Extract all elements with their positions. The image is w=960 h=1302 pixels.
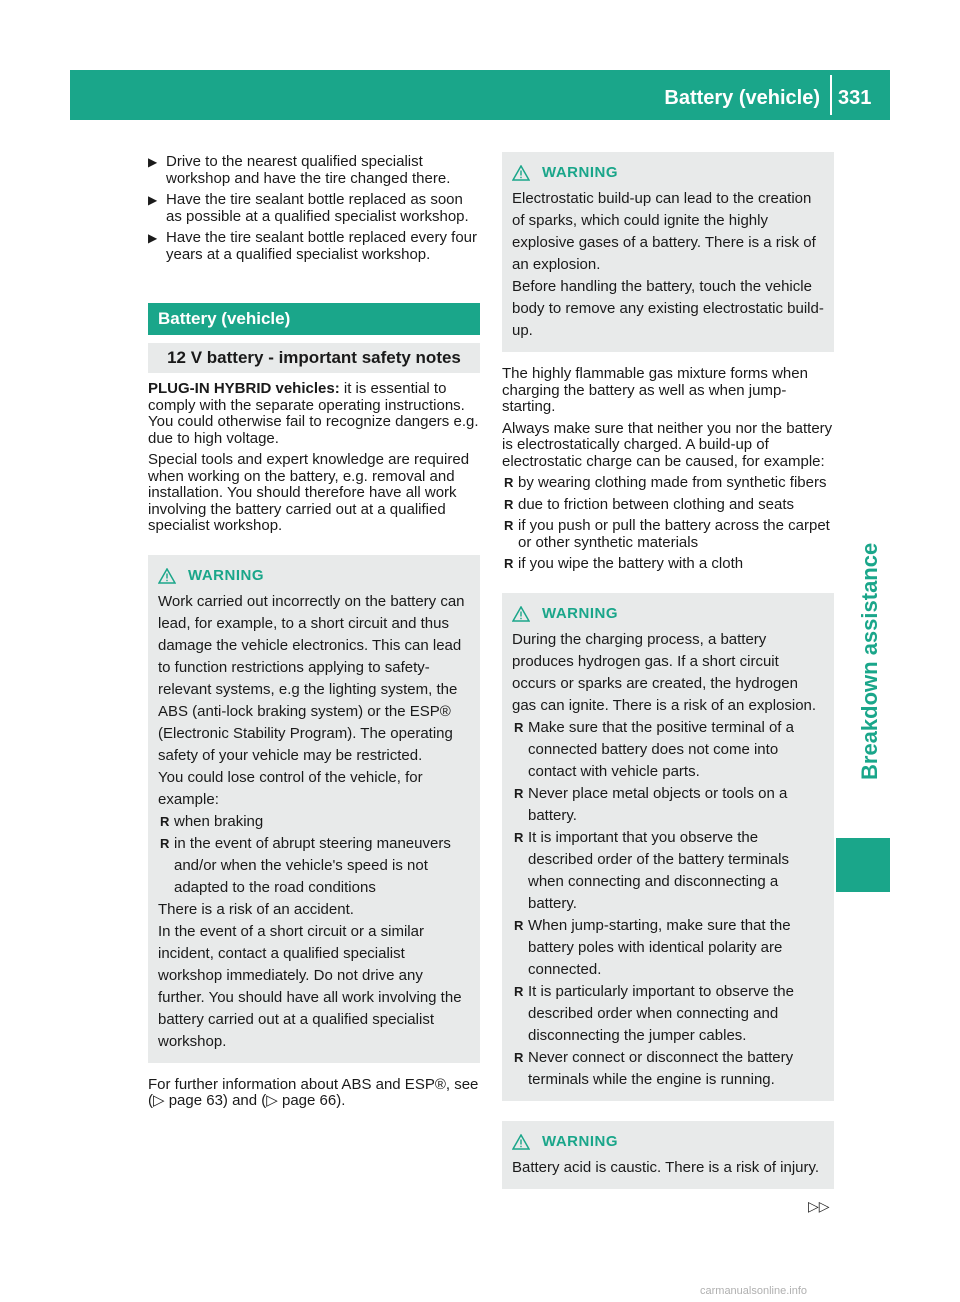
warning-label: WARNING: [542, 1132, 618, 1150]
warning-label: WARNING: [542, 604, 618, 622]
page-number: 331: [838, 87, 872, 109]
step-arrow-icon: ▶: [148, 231, 158, 245]
side-tab-label: Breakdown assistance: [857, 542, 882, 780]
subsection-title: 12 V battery - important safety notes: [148, 343, 480, 373]
warning-box: [502, 1121, 834, 1189]
header-divider: [830, 75, 832, 115]
tools-paragraph: Special tools and expert knowledge are required when working on the battery, e.g. removal and installation. You should therefore have all work involving the battery carried out at a qualified specialist workshop.: [148, 451, 470, 534]
instruction-step: ▶ Drive to the nearest qualified specialist workshop and have the tire changed there.: [148, 153, 451, 187]
list-item: R in the event of abrupt steering maneuvers and/or when the vehicle's speed is not adapted to the road conditions: [160, 834, 451, 896]
warning-text: Electrostatic build-up can lead to the creation of sparks, which could ignite the highly explosive gases of a battery. There is a risk of an explosion.: [512, 190, 816, 273]
list-item: R if you push or pull the battery across the carpet or other synthetic materials: [504, 517, 830, 551]
list-item: R Make sure that the positive terminal of a connected battery does not come into contact with vehicle parts.: [514, 718, 794, 780]
warning-triangle-icon: [158, 568, 176, 584]
warning-text: In the event of a short circuit or a similar incident, contact a qualified specialist workshop immediately. Do not drive any further. You should have all work involving the battery carried out at a qualified specialist workshop.: [158, 922, 462, 1050]
watermark: carmanualsonline.info: [700, 1285, 808, 1297]
list-item: R by wearing clothing made from synthetic fibers: [504, 474, 827, 491]
list-item: R due to friction between clothing and seats: [504, 495, 795, 513]
continue-arrow-icon: ▷▷: [808, 1198, 830, 1214]
left-column: [148, 154, 480, 1115]
warning-triangle-icon: [512, 1134, 530, 1150]
warning-triangle-icon: [512, 606, 530, 622]
list-item: R It is important that you observe the described order of the battery terminals when connecting and disconnecting a battery.: [514, 828, 789, 912]
step-arrow-icon: ▶: [148, 193, 158, 207]
list-item: R Never connect or disconnect the battery terminals while the engine is running.: [514, 1048, 794, 1088]
warning-box: [502, 152, 834, 352]
electrostatic-paragraph: Always make sure that neither you nor the battery is electrostatically charged. A build-up of electrostatic charge can be caused, for example:: [502, 419, 833, 470]
warning-text: Work carried out incorrectly on the battery can lead, for example, to a short circuit and thus damage the vehicle electronics. This can lead to function restrictions applying to safety-relevant systems, e.g the lighting system, the ABS (anti-lock braking system) or the ESP® (Electronic Stability Program). The operating safety of your vehicle may be restricted.: [158, 592, 465, 764]
list-item: R when braking: [160, 812, 264, 830]
list-item: R if you wipe the battery with a cloth: [504, 555, 744, 572]
list-item: R When jump-starting, make sure that the battery poles with identical polarity are connected.: [514, 916, 791, 978]
warning-box: [148, 555, 480, 1063]
section-title: Battery (vehicle): [148, 303, 480, 335]
list-item: R Never place metal objects or tools on a battery.: [514, 784, 788, 824]
intro-paragraph: PLUG-IN HYBRID vehicles: it is essential to comply with the separate operating instructions. You could otherwise fail to recognize dangers e.g. due to high voltage.: [148, 380, 479, 447]
warning-label: WARNING: [542, 164, 618, 181]
gas-paragraph: The highly flammable gas mixture forms when charging the battery as well as when jump-starting.: [502, 365, 808, 415]
warning-text: Battery acid is caustic. There is a risk of injury.: [512, 1158, 820, 1176]
footer-paragraph: For further information about ABS and ESP®, see (▷ page 63) and (▷ page 66).: [148, 1075, 479, 1109]
warning-triangle-icon: [512, 165, 530, 181]
warning-label: WARNING: [188, 566, 264, 584]
list-item: R It is particularly important to observe the described order when connecting and disconnecting the jumper cables.: [514, 982, 794, 1044]
warning-text: Before handling the battery, touch the vehicle body to remove any existing electrostatic build-up.: [512, 278, 824, 339]
warning-text: There is a risk of an accident.: [158, 900, 354, 918]
side-tab-marker: [836, 838, 890, 892]
warning-text: You could lose control of the vehicle, for example:: [158, 768, 423, 808]
step-arrow-icon: ▶: [148, 155, 158, 169]
warning-box: [502, 593, 834, 1101]
header-title: Battery (vehicle): [664, 87, 820, 109]
right-column: [502, 152, 834, 1203]
instruction-step: ▶ Have the tire sealant bottle replaced as soon as possible at a qualified specialist workshop.: [148, 191, 469, 225]
instruction-step: ▶ Have the tire sealant bottle replaced every four years at a qualified specialist workshop.: [148, 229, 478, 263]
warning-text: During the charging process, a battery produces hydrogen gas. If a short circuit occurs or sparks are created, the hydrogen gas can ignite. There is a risk of an explosion.: [512, 630, 817, 714]
